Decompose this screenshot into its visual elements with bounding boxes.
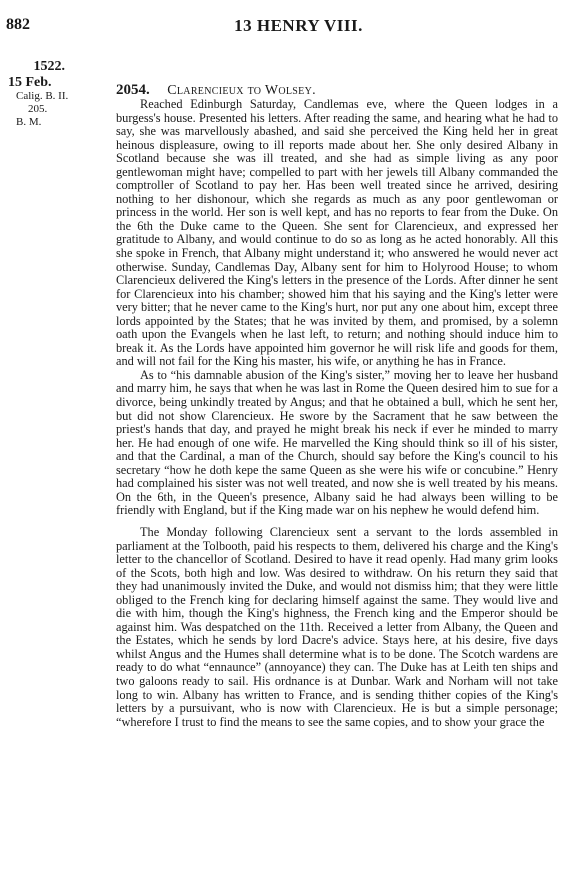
entry-title: Clarencieux to Wolsey.	[167, 83, 316, 98]
page-number: 882	[6, 16, 30, 33]
margin-reference-folio: 205.	[28, 103, 48, 115]
paragraph: The Monday following Clarencieux sent a servant to the lords assembled in parliament at the Tolbooth, paid his respects to them, delivered his charge and the King's letter to the chancellor of Scotland. Desired to have it read openly. Had many grim looks of the Scots, both high and low. Was desired to withdraw. On his return they said that they had unanimously invited the Duke, and would not dismiss him; that they were little obliged to the French king for declaring himself against the same. They would live and die with him, though the King's highness, the French king and the Emperor should be against him. Was despatched on the 11th. Received a letter from Albany, the Queen and the Estates, which he sends by lord Dacre's advice. Stays here, at his desire, five days whilst Angus and the Humes shall determine what is to be done. The Scotch wardens are ready to do what “ennaunce” (annoyance) they can. The Duke has at Leith ten ships and two galoons ready to sail. His ordnance is at Dunbar. Wark and Norham will not take long to win. Albany has written to France, and is sending thither copies of the King's letters by a pursuivant, who is now with Clarencieux. He is but a simple personage; “wherefore I trust to find the means to see the same copies, and to show your grace the	[116, 524, 558, 729]
margin-reference-repository: B. M.	[16, 116, 42, 128]
margin-reference: Calig. B. II.	[16, 90, 69, 102]
margin-year: 1522.	[33, 59, 65, 74]
running-title: 13 HENRY VIII.	[234, 16, 363, 35]
page-header	[0, 6, 567, 34]
entry-body	[116, 98, 558, 729]
margin-notes	[8, 60, 83, 129]
margin-date: 15 Feb.	[8, 75, 52, 90]
entry-number: 2054.	[116, 82, 150, 98]
paragraph: Reached Edinburgh Saturday, Candlemas eve, where the Queen lodges in a burgess's house. Presented his letters. After reading the same, and hearing what he had to say, she was marvellously abashed, and said she perceived the King held her in great heinous displeasure, owing to ill reports made about her. She only desired Albany in Scotland because she was ill treated, and she had as simple living as any poor gentlewoman might have; compelled to part with her jewels till Albany commanded the comptroller of Scotland to pay her. Has been well treated since he arrived, desiring nothing to her dishonour, which she regards as much as any poor gentlewoman or princess in the world. Her son is well kept, and has no reports to fear from the Duke. On the 6th the Duke came to the Queen. She sent for Clarencieux, and expressed her gratitude to Albany, and would continue to do so as long as he acted honorably. All this she spoke in French, that Albany might understand it; who answered he would never act otherwise. Sunday, Candlemas Day, Albany sent for him to Holyrood House; to whom Clarencieux delivered the King's letters in the presence of the Lords. After dinner he sent for Clarencieux into his chamber; showed him that his saying and the King's letter were very bitter; that he never came to the King's hurt, nor put any one about him, except three lords appointed by the States; that he was invited by them, and promised, by a solemn oath upon the Evangels when he last left, to return; and nothing should induce him to break it. As the Lords have appointed him governor he will risk life and goods for them, and will not fail for the King his master, his wife, or anything he has in France.	[116, 97, 558, 369]
paragraph: As to “his damnable abusion of the King's sister,” moving her to leave her husband and marry him, he says that when he was last in Rome the Queen desired him to sue for a divorce, being unkindly treated by Angus; and that he obtained a bull, which he sent her, but did not show Clarencieux. He swore by the Sacrament that he saw between the priest's hands that day, and prayed he might break his neck if ever he minded to marry her. He had enough of one wife. He marvelled the King should think so ill of his sister, and that the Cardinal, a man of the Church, should say before the King's council to his secretary “how he doth kepe the same Queen as she were his wife or concubine.” Henry had complained his sister was not well treated, and now she is well treated by his means. On the 6th, in the Queen's presence, Albany said he had always been willing to be friendly with England, but if the King made war on his nephew he would defend him.	[116, 367, 558, 518]
